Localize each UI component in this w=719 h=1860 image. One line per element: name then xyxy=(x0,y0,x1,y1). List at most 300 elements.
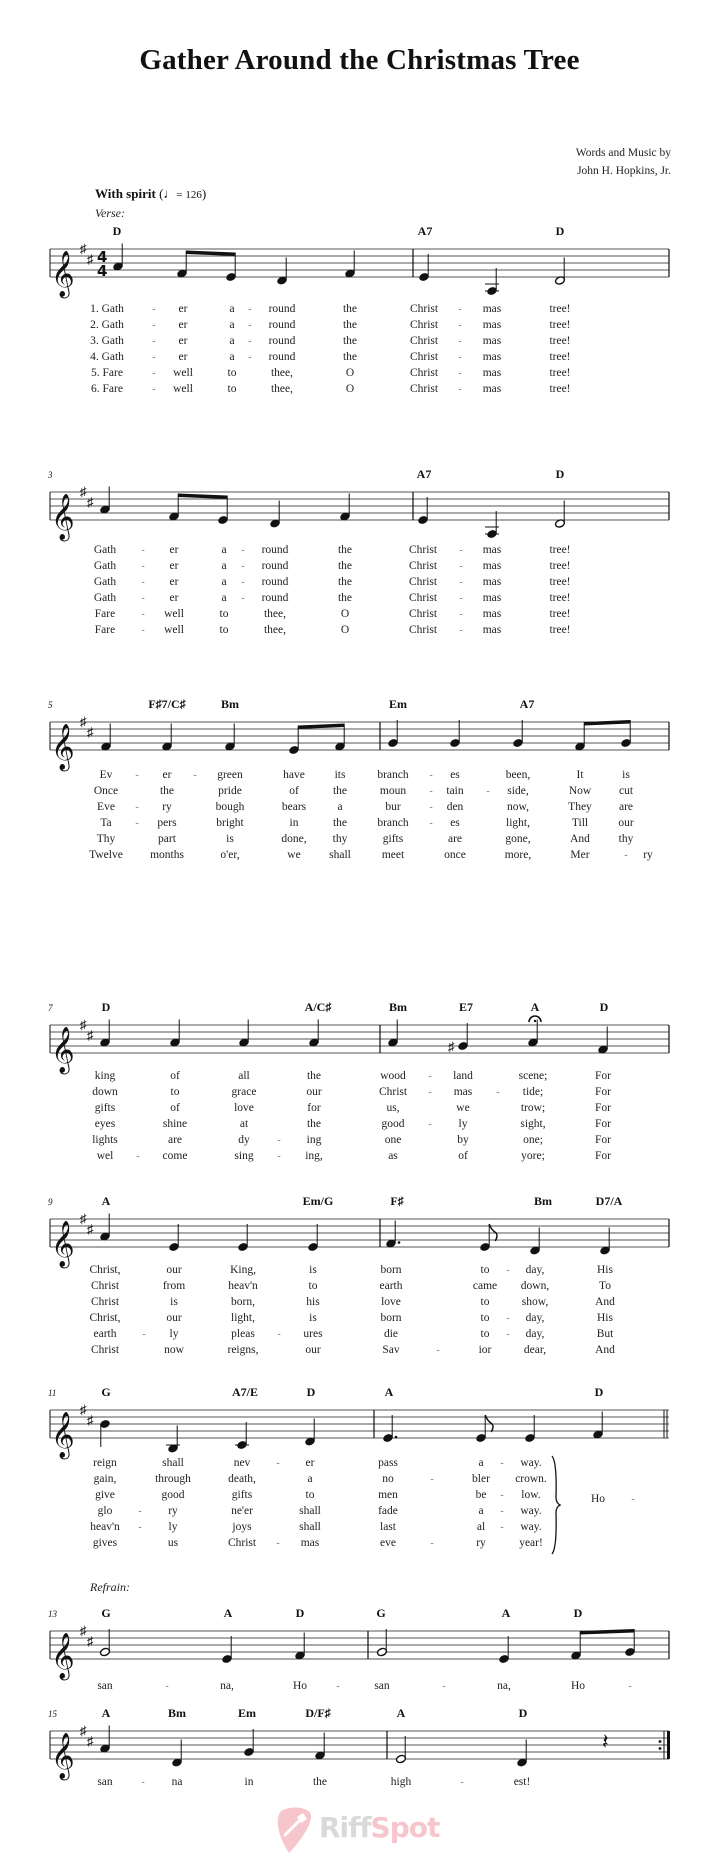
note xyxy=(554,258,565,286)
lyric-syllable: thee, xyxy=(263,608,287,620)
lyric-syllable: mas xyxy=(482,351,502,363)
quarter-rest xyxy=(602,1730,609,1755)
lyric-syllable: ry xyxy=(643,849,653,861)
lyric-syllable: Sav xyxy=(382,1344,400,1356)
lyric-syllable: To xyxy=(599,1280,611,1292)
lyric-syllable: ures xyxy=(303,1328,323,1340)
note xyxy=(169,1020,180,1048)
lyric-syllable: gives xyxy=(92,1537,118,1549)
svg-text:𝄽: 𝄽 xyxy=(602,1730,609,1756)
lyric-syllable: as xyxy=(388,1150,398,1162)
lyrics-block xyxy=(89,769,653,861)
lyric-syllable: Ho xyxy=(292,1680,308,1692)
lyric-syllable: bears xyxy=(281,801,307,813)
lyric-syllable: ry xyxy=(162,801,172,813)
chord-symbol: D/F♯ xyxy=(305,1706,331,1720)
lyric-syllable: well xyxy=(173,383,193,395)
lyric-syllable: tree! xyxy=(549,335,571,347)
lyric-hyphen: - xyxy=(428,1119,432,1130)
staff-system xyxy=(48,697,669,861)
time-signature-4-4 xyxy=(97,248,107,280)
lyric-syllable: done, xyxy=(281,833,307,845)
lyric-syllable: Christ xyxy=(409,383,439,395)
lyric-syllable: King, xyxy=(230,1264,256,1276)
lyric-syllable: came xyxy=(472,1280,498,1292)
lyric-syllable: a xyxy=(221,592,227,604)
lyric-syllable: months xyxy=(150,849,184,861)
guitar-pick-logo-icon xyxy=(275,1805,315,1855)
lyric-hyphen: - xyxy=(631,1494,635,1505)
lyric-syllable: tree! xyxy=(549,576,571,588)
lyric-hyphen: - xyxy=(165,1681,169,1692)
lyric-syllable: pride xyxy=(218,785,242,797)
lyric-syllable: our xyxy=(306,1086,322,1098)
lyric-syllable: is xyxy=(226,833,234,845)
lyric-syllable: er xyxy=(162,769,172,781)
lyric-syllable: na xyxy=(171,1776,183,1788)
lyric-syllable: to xyxy=(219,624,229,636)
lyric-syllable: in xyxy=(244,1776,254,1788)
lyric-syllable: shall xyxy=(162,1457,184,1469)
lyric-syllable: to xyxy=(480,1296,490,1308)
chord-symbol: F♯7/C♯ xyxy=(148,697,186,711)
lyric-hyphen: - xyxy=(141,545,145,556)
lyric-hyphen: - xyxy=(459,593,463,604)
lyric-hyphen: - xyxy=(135,818,139,829)
lyric-syllable: branch xyxy=(377,817,409,829)
lyric-hyphen: - xyxy=(458,368,462,379)
lyric-syllable: bright xyxy=(216,817,244,829)
lyric-syllable: round xyxy=(261,560,289,572)
lyric-hyphen: - xyxy=(152,336,156,347)
lyric-hyphen: - xyxy=(152,352,156,363)
lyric-syllable: nev xyxy=(233,1457,251,1469)
lyric-hyphen: - xyxy=(142,1329,146,1340)
lyric-syllable: born, xyxy=(231,1296,255,1308)
lyric-hyphen: - xyxy=(458,384,462,395)
lyric-syllable: shine xyxy=(162,1118,188,1130)
lyric-syllable: light, xyxy=(231,1312,255,1324)
lyric-syllable: we xyxy=(456,1102,470,1114)
lyric-syllable: And xyxy=(595,1344,615,1356)
lyric-hyphen: - xyxy=(152,368,156,379)
lyric-syllable: Ta xyxy=(100,817,112,829)
treble-clef-icon: 𝄞 xyxy=(51,1733,75,1779)
lyric-syllable: the xyxy=(342,303,358,315)
chord-symbol: D xyxy=(306,1385,316,1399)
lyric-syllable: Christ xyxy=(408,576,438,588)
lyric-hyphen: - xyxy=(459,561,463,572)
treble-clef-icon: 𝄞 xyxy=(51,1221,75,1267)
lyric-syllable: the xyxy=(312,1776,328,1788)
lyric-hyphen: - xyxy=(500,1490,504,1501)
chord-symbol: A xyxy=(396,1706,406,1720)
measure-number: 3 xyxy=(48,470,53,480)
lyric-syllable: Christ, xyxy=(89,1264,121,1276)
staff-system xyxy=(47,467,669,636)
lyric-syllable: wood xyxy=(380,1070,406,1082)
note xyxy=(307,1224,318,1252)
lyric-syllable: Thy xyxy=(96,833,116,845)
lyric-syllable: side, xyxy=(507,785,529,797)
lyric-syllable: mas xyxy=(482,367,502,379)
lyric-syllable: o'er, xyxy=(220,849,240,861)
lyric-syllable: men xyxy=(378,1489,398,1501)
lyric-syllable: are xyxy=(167,1134,183,1146)
note xyxy=(385,1221,400,1249)
lyric-syllable: is xyxy=(309,1264,317,1276)
lyric-syllable: ing, xyxy=(305,1150,323,1162)
note xyxy=(276,258,287,286)
note xyxy=(418,254,429,282)
lyric-syllable: born xyxy=(380,1264,402,1276)
lyric-syllable: His xyxy=(597,1264,613,1276)
lyric-syllable: san xyxy=(97,1680,113,1692)
lyric-syllable: Christ xyxy=(409,351,439,363)
lyric-syllable: ly xyxy=(169,1328,179,1340)
lyric-syllable: the xyxy=(342,319,358,331)
lyric-syllable: our xyxy=(166,1312,182,1324)
chord-symbol: Bm xyxy=(534,1194,552,1208)
lyric-syllable: sight, xyxy=(520,1118,546,1130)
lyric-syllable: tree! xyxy=(549,544,571,556)
lyric-hyphen: - xyxy=(458,336,462,347)
lyric-syllable: eyes xyxy=(94,1118,116,1130)
chord-symbol: Em xyxy=(238,1706,256,1720)
lyric-hyphen: - xyxy=(276,1538,280,1549)
svg-text:♯: ♯ xyxy=(80,1402,87,1417)
note xyxy=(99,1020,110,1048)
chord-symbol: D xyxy=(573,1606,583,1620)
lyric-syllable: our xyxy=(618,817,634,829)
lyric-syllable: last xyxy=(380,1521,396,1533)
lyric-hyphen: - xyxy=(430,1538,434,1549)
lyric-syllable: to xyxy=(170,1086,180,1098)
lyric-syllable: are xyxy=(447,833,463,845)
lyric-syllable: Christ xyxy=(409,319,439,331)
lyric-syllable: well xyxy=(173,367,193,379)
watermark-riff: Riff xyxy=(319,1811,371,1844)
note xyxy=(269,501,280,529)
lyric-syllable: us xyxy=(167,1537,179,1549)
measure-number: 5 xyxy=(48,700,53,710)
chord-symbol: G xyxy=(101,1606,111,1620)
lyric-hyphen: - xyxy=(241,545,245,556)
lyric-syllable: to xyxy=(219,608,229,620)
lyric-syllable: er xyxy=(305,1457,315,1469)
lyric-syllable: mas xyxy=(482,335,502,347)
lyric-syllable: the xyxy=(306,1118,322,1130)
lyric-syllable: is xyxy=(622,769,630,781)
lyric-syllable: reign xyxy=(93,1457,117,1469)
lyric-syllable: pleas xyxy=(231,1328,255,1340)
lyric-syllable: have xyxy=(283,769,305,781)
lyric-syllable: mas xyxy=(482,544,502,556)
lyric-syllable: ry xyxy=(476,1537,486,1549)
note xyxy=(294,1633,305,1661)
lyric-syllable: round xyxy=(261,592,289,604)
lyric-syllable: round xyxy=(268,335,296,347)
lyric-syllable: san xyxy=(97,1776,113,1788)
beam xyxy=(178,494,227,500)
lyric-syllable: round xyxy=(261,576,289,588)
lyric-syllable: But xyxy=(596,1328,614,1340)
treble-clef-icon: 𝄞 xyxy=(51,724,75,770)
lyric-syllable: moun xyxy=(379,785,407,797)
lyric-syllable: Christ xyxy=(408,608,438,620)
lyric-syllable: tree! xyxy=(549,303,571,315)
note xyxy=(449,720,460,748)
note xyxy=(498,1636,509,1664)
lyric-syllable: a xyxy=(229,303,235,315)
note xyxy=(599,1228,610,1256)
measure-number: 11 xyxy=(48,1388,57,1398)
note xyxy=(237,1224,248,1252)
chord-symbol: A xyxy=(384,1385,394,1399)
lyric-hyphen: - xyxy=(436,1345,440,1356)
lyric-syllable: Ho xyxy=(570,1680,586,1692)
lyric-hyphen: - xyxy=(241,577,245,588)
lyric-syllable: for xyxy=(307,1102,321,1114)
lyric-syllable: grace xyxy=(231,1086,257,1098)
chord-symbol: G xyxy=(101,1385,111,1399)
lyrics-block xyxy=(90,303,570,395)
lyric-syllable: glo xyxy=(97,1505,113,1517)
beam xyxy=(298,724,344,730)
lyric-hyphen: - xyxy=(152,384,156,395)
lyric-syllable: pers xyxy=(157,817,177,829)
lyric-syllable: a xyxy=(229,319,235,331)
lyric-syllable: For xyxy=(595,1150,611,1162)
lyric-syllable: Gath xyxy=(93,560,117,572)
lyric-hyphen: - xyxy=(459,577,463,588)
note xyxy=(485,268,499,296)
lyric-syllable: shall xyxy=(299,1505,321,1517)
chord-symbol: A xyxy=(101,1706,111,1720)
lyric-syllable: branch xyxy=(377,769,409,781)
credits-line-1: Words and Music by xyxy=(575,147,671,159)
note xyxy=(99,487,110,515)
lyrics-block xyxy=(97,1680,631,1692)
lyric-syllable: thy xyxy=(618,833,634,845)
note xyxy=(574,724,585,752)
lyric-syllable: to xyxy=(480,1328,490,1340)
lyric-syllable: na, xyxy=(497,1680,511,1692)
lyric-hyphen: - xyxy=(429,786,433,797)
lyric-syllable: Christ xyxy=(409,367,439,379)
tempo-bpm: = 126 xyxy=(176,189,202,201)
svg-text:♯: ♯ xyxy=(80,1211,87,1226)
chord-symbol: D xyxy=(518,1706,528,1720)
lyric-syllable: thy xyxy=(332,833,348,845)
measure-number: 13 xyxy=(48,1609,57,1619)
lyric-syllable: once xyxy=(444,849,466,861)
svg-text:♯: ♯ xyxy=(87,1733,94,1749)
tempo-text: With spirit xyxy=(95,186,156,201)
lyrics-block xyxy=(90,1457,547,1549)
note xyxy=(100,724,111,752)
lyric-syllable: ing xyxy=(306,1134,322,1146)
lyric-syllable: er xyxy=(178,351,188,363)
svg-text:♯: ♯ xyxy=(87,1221,94,1237)
lyric-syllable: Fare xyxy=(94,624,116,636)
staff-system xyxy=(48,1706,670,1788)
chord-symbol: D xyxy=(555,467,565,481)
lyric-syllable: tide; xyxy=(522,1086,544,1098)
chord-symbol: A/C♯ xyxy=(304,1000,332,1014)
chord-symbol: Em xyxy=(389,697,407,711)
lyric-syllable: now xyxy=(164,1344,184,1356)
lyric-syllable: pass xyxy=(378,1457,398,1469)
lyric-syllable: er xyxy=(169,560,179,572)
note xyxy=(308,1020,319,1048)
lyric-syllable: thee, xyxy=(270,383,294,395)
note xyxy=(304,1419,315,1447)
lyric-syllable: well xyxy=(164,624,184,636)
lyric-syllable: er xyxy=(178,303,188,315)
lyric-hyphen: - xyxy=(241,561,245,572)
lyric-syllable: er xyxy=(169,576,179,588)
tempo-marking: With spirit (♩= 126) xyxy=(95,186,207,201)
lyric-syllable: mas xyxy=(482,608,502,620)
lyric-syllable: the xyxy=(337,560,353,572)
chord-symbol: G xyxy=(376,1606,386,1620)
note xyxy=(168,1224,179,1252)
svg-text:♯: ♯ xyxy=(87,724,94,740)
note xyxy=(238,1020,249,1048)
note xyxy=(112,244,123,272)
quarter-note-icon: ♩ xyxy=(163,186,177,201)
lyric-syllable: Gath xyxy=(93,544,117,556)
lyric-syllable: tree! xyxy=(549,383,571,395)
lyric-syllable: dy xyxy=(238,1134,250,1146)
lyric-hyphen: - xyxy=(458,320,462,331)
lyric-syllable: part xyxy=(158,833,176,845)
chord-symbol: D xyxy=(555,224,565,238)
lyric-syllable: bler xyxy=(472,1473,490,1485)
note xyxy=(387,1020,398,1048)
lyric-hyphen: - xyxy=(241,593,245,604)
chord-symbol: A7 xyxy=(416,467,432,481)
lyric-syllable: den xyxy=(446,801,464,813)
treble-clef-icon: 𝄞 xyxy=(51,1027,75,1073)
lyric-syllable: round xyxy=(261,544,289,556)
lyric-syllable: er xyxy=(169,544,179,556)
note xyxy=(387,720,398,748)
note xyxy=(516,1740,527,1768)
lyric-syllable: the xyxy=(306,1070,322,1082)
lyric-syllable: at xyxy=(239,1118,249,1130)
lyric-syllable: is xyxy=(309,1312,317,1324)
lyric-syllable: be xyxy=(475,1489,487,1501)
lyric-syllable: Christ xyxy=(409,303,439,315)
lyric-hyphen: - xyxy=(459,545,463,556)
lyric-syllable: Christ xyxy=(408,592,438,604)
lyric-hyphen: - xyxy=(193,770,197,781)
note xyxy=(225,254,236,282)
lyric-syllable: mas xyxy=(482,560,502,572)
treble-clef-icon: 𝄞 xyxy=(51,251,75,297)
chord-symbol: E7 xyxy=(458,1000,474,1014)
lyric-syllable: a xyxy=(478,1505,484,1517)
lyric-hyphen: - xyxy=(141,577,145,588)
lyric-syllable: to xyxy=(480,1264,490,1276)
lyric-syllable: 6. Fare xyxy=(91,383,123,395)
lyric-syllable: our xyxy=(305,1344,321,1356)
lyric-hyphen: - xyxy=(496,1087,500,1098)
lyric-syllable: er xyxy=(169,592,179,604)
chord-symbol: Bm xyxy=(389,1000,407,1014)
lyric-syllable: round xyxy=(268,319,296,331)
lyric-syllable: is xyxy=(170,1296,178,1308)
lyric-syllable: land xyxy=(453,1070,473,1082)
note xyxy=(176,251,187,279)
lyric-syllable: scene; xyxy=(518,1070,548,1082)
lyric-syllable: O xyxy=(345,367,355,379)
measure-number: 7 xyxy=(48,1003,53,1013)
lyric-syllable: a xyxy=(221,576,227,588)
lyric-syllable: we xyxy=(287,849,301,861)
chord-symbol: A xyxy=(101,1194,111,1208)
chord-symbol: D7/A xyxy=(595,1194,623,1208)
lyric-syllable: mas xyxy=(482,592,502,604)
lyric-syllable: his xyxy=(306,1296,320,1308)
lyric-hyphen: - xyxy=(248,352,252,363)
lyric-syllable: no xyxy=(382,1473,394,1485)
lyric-syllable: green xyxy=(217,769,243,781)
lyric-syllable: way. xyxy=(520,1521,542,1533)
lyric-syllable: to xyxy=(227,367,237,379)
lyric-hyphen: - xyxy=(141,1777,145,1788)
lyric-hyphen: - xyxy=(506,1329,510,1340)
note xyxy=(376,1629,387,1657)
lyric-syllable: a xyxy=(307,1473,313,1485)
lyric-hyphen: - xyxy=(138,1506,142,1517)
lyric-hyphen: - xyxy=(276,1458,280,1469)
lyric-syllable: tree! xyxy=(549,624,571,636)
lyric-syllable: tree! xyxy=(549,319,571,331)
song-title: Gather Around the Christmas Tree xyxy=(139,44,580,76)
lyric-syllable: Once xyxy=(93,785,119,797)
lyric-syllable: of xyxy=(170,1070,180,1082)
chord-symbol: D xyxy=(112,224,122,238)
lyric-syllable: His xyxy=(597,1312,613,1324)
lyric-syllable: cut xyxy=(618,785,634,797)
staff-system xyxy=(48,1606,669,1692)
lyric-syllable: Christ xyxy=(408,560,438,572)
note xyxy=(592,1412,603,1440)
svg-text:♯: ♯ xyxy=(80,241,87,256)
lyric-syllable: er xyxy=(178,335,188,347)
note xyxy=(166,1426,180,1454)
note xyxy=(314,1733,325,1761)
lyric-syllable: yore; xyxy=(521,1150,545,1162)
lyric-syllable: thee, xyxy=(263,624,287,636)
lyric-syllable: For xyxy=(595,1086,611,1098)
note xyxy=(243,1729,254,1757)
lyric-syllable: a xyxy=(221,544,227,556)
measure-number: 9 xyxy=(48,1197,53,1207)
lyrics-block xyxy=(97,1776,530,1788)
lyric-syllable: And xyxy=(570,833,590,845)
note xyxy=(554,501,565,529)
dot xyxy=(398,1241,401,1244)
lyric-syllable: tree! xyxy=(549,560,571,572)
lyric-syllable: For xyxy=(595,1070,611,1082)
lyric-syllable: Christ xyxy=(408,624,438,636)
svg-text:4: 4 xyxy=(97,248,108,266)
lyrics-block xyxy=(90,1264,616,1356)
